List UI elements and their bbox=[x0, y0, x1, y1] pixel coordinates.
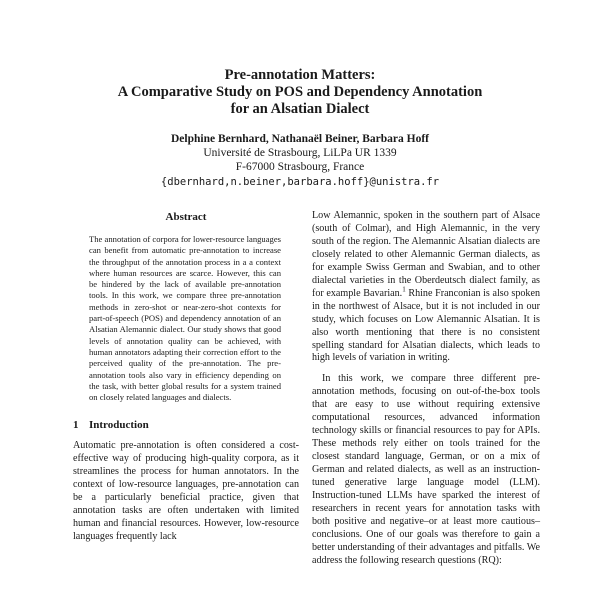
abstract-text: The annotation of corpora for lower-resource languages can benefit from automatic pre-annotation to increase the throughput of the annotation process in a a context where human resources are scarce. However, this can be hindered by the lack of available pre-annotation tools. In this work, we compare three pre-annotation methods in zero-shot or near-zero-shot contexts for part-of-speech (POS) and dependency annotation of an Alsatian Alemannic dialect. Our study shows that good levels of annotation quality can be achieved, with human annotators adapting their correction effort to the perceived quality of the pre-annotation. The pre-annotation tools also vary in efficiency depending on the task, with better global results for a system trained on closely related languages and dialects. bbox=[89, 234, 281, 403]
left-column bbox=[73, 210, 299, 544]
address: F-67000 Strasbourg, France bbox=[235, 161, 365, 174]
right-paragraph-1a: Low Alemannic, spoken in the southern part of Alsace (south of Colmar), and High Alemannic, in the very south of the region. The Alemannic Alsatian dialects are closely related to other Alemannic German dialects, as for example Swiss German and Swabian, and to other dialectal varieties in the Oberdeutsch dialect family, as for example Bavarian. bbox=[312, 210, 540, 299]
section-title: Introduction bbox=[89, 419, 149, 432]
right-column bbox=[312, 210, 540, 568]
title-line-3: for an Alsatian Dialect bbox=[230, 101, 370, 117]
title-line-1: Pre-annotation Matters: bbox=[224, 67, 376, 83]
paper-title bbox=[60, 67, 540, 118]
right-paragraph-1 bbox=[312, 210, 540, 365]
author-names: Delphine Bernhard, Nathanaël Beiner, Barbara Hoff bbox=[170, 133, 429, 145]
title-line-2: A Comparative Study on POS and Dependency Annotation bbox=[117, 84, 483, 100]
author-block bbox=[60, 132, 540, 189]
affiliation: Université de Strasbourg, LiLPa UR 1339 bbox=[203, 147, 397, 160]
abstract-heading: Abstract bbox=[165, 211, 207, 223]
footnote-marker[interactable]: 1 bbox=[402, 285, 406, 294]
section-heading-introduction bbox=[73, 418, 299, 432]
right-paragraph-1b: Rhine Franconian is also spoken in the northwest of Alsace, but it is not included in our study, which focuses on Low Alemannic Alsatian. It is also worth mentioning that there is no consistent spelling standard for Alsatian dialects, which leads to high levels of variation in writing. bbox=[312, 287, 540, 364]
right-paragraph-2: In this work, we compare three different pre-annotation methods, focusing on out-of-the-box tools that are easy to use without requiring extensive computational resources, advanced information technology skills or financial resources to pay for APIs. These methods rely either on tools trained for the closest standard language, German, or on a mix of German and related dialects, as well as an instruction-tuned generative large language model (LLM). Instruction-tuned LLMs have sparked the interest of researchers in recent years for annotation tasks with both positive and negative–or at least more cautious–conclusions. One of our goals was therefore to gain a better understanding of their advantages and pitfalls. We address the following research questions (RQ): bbox=[312, 373, 540, 566]
section-number: 1 bbox=[73, 419, 79, 432]
intro-paragraph-1: Automatic pre-annotation is often considered a cost-effective way of producing high-quality corpora, as it streamlines the process for human annotators. In the context of low-resource languages, pre-annotation can be a particularly beneficial practice, given that annotation tasks are often undertaken with limited human and financial resources. However, low-resource languages frequently lack bbox=[73, 440, 299, 543]
author-emails: {dbernhard,n.beiner,barbara.hoff}@unistra.fr bbox=[160, 175, 440, 188]
